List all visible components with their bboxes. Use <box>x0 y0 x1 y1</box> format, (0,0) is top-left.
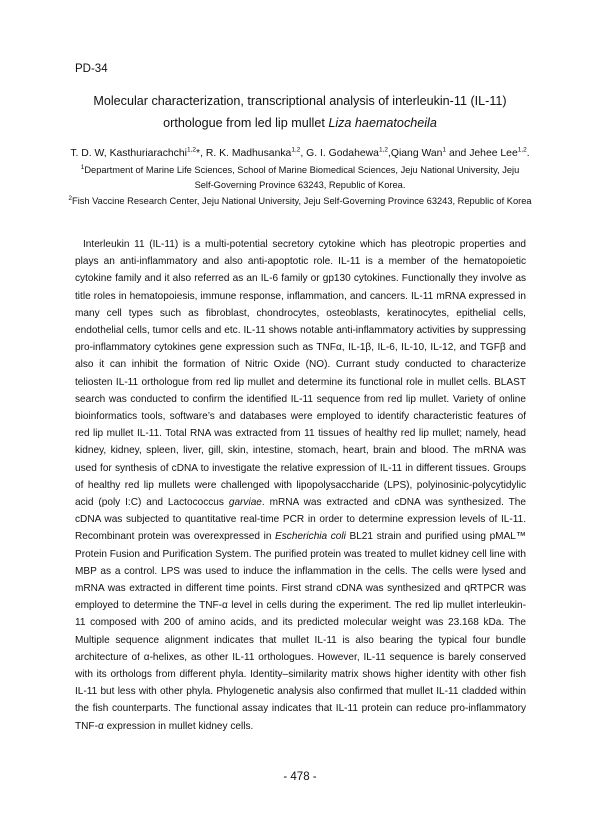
author-list <box>40 146 560 162</box>
affiliation-2-number: 2 <box>68 194 73 202</box>
title-line-1: Molecular characterization, transcriptional analysis of interleukin-11 (IL-11) <box>93 94 507 108</box>
affiliation-1-text: Department of Marine Life Sciences, School of Marine Biomedical Sciences, Jeju National University, Jeju Self-Governing Province 63243, Republic of Korea. <box>84 165 520 190</box>
abstract-species-ecoli: Escherichia coli <box>275 531 346 543</box>
abstract-text-1: Interleukin 11 (IL-11) is a multi-potential secretory cytokine which has pleotropic properties and plays an anti-inflammatory and also anti-apoptotic role. IL-11 is a member of the hematopoietic cytokine family and it also referred as an IL-6 family or gp130 cytokines. Functionally they involve as title roles in hematopoiesis, immune response, inflammation, and cancers. IL-11 mRNA expressed in many cell types such as fibroblast, chondrocytes, osteoblasts, keratinocytes, epithelial cells, endothelial cells, tumor cells and etc. IL-11 shows notable anti-inflammatory activities by suppressing pro-inflammatory cytokines gene expression such as TNFα, IL-1β, IL-6, IL-10, IL-12, and TGFβ and also it can inhibit the formation of Nitric Oxide (NO). Currant study conducted to characterize teliosten IL-11 orthologue from red lip mullet and determine its functional role in mullet cells. BLAST search was conducted to confirm the identified IL-11 sequence from red lip mullet. Variety of online bioinformatics tools, software’s and databases were employed to identify characteristic features of red lip mullet IL-11. Total RNA was extracted from 11 tissues of healthy red lip mullet; namely, head kidney, kidney, spleen, liver, gill, skin, intestine, stomach, heart, brain and blood. The mRNA was used for synthesis of cDNA to investigate the relative expression of IL-11 in different tissues. Groups of healthy red lip mullets were challenged with lipopolysaccharide (LPS), polyinosinic-polycytidylic acid (poly I:C) and Lactococcus <box>75 239 526 509</box>
abstract-code: PD-34 <box>75 63 108 75</box>
page-number: - 478 - <box>283 771 317 783</box>
author-3-affil: 1,2 <box>378 146 388 154</box>
affiliation-1 <box>70 163 530 193</box>
affiliation-2-text: Fish Vaccine Research Center, Jeju National University, Jeju Self-Governing Province 63243, Republic of Korea <box>72 196 532 206</box>
author-1-affil: 1,2 <box>186 146 197 154</box>
author-list-end: . <box>526 148 530 159</box>
author-5-affil: 1,2 <box>517 146 527 154</box>
title-line-2-text: orthologue from led lip mullet <box>163 116 329 130</box>
abstract-species-garviae: garviae <box>228 497 262 509</box>
title-species: Liza haematocheila <box>328 116 437 130</box>
paper-title <box>60 90 540 134</box>
abstract-text-3: BL21 strain and purified using pMAL™ Protein Fusion and Purification System. The purified protein was treated to mullet kidney cell line with MBP as a control. LPS was used to induce the inflammation in the cells. The cells were lysed and mRNA was extracted in different time points. First strand cDNA was synthesized and qRTPCR was employed to determine the TNF-α level in cells during the experiment. The red lip mullet interleukin-11 composed with 200 of amino acids, and its predicted molecular weight was 23.168 kDa. The Multiple sequence alignment indicates that mullet IL-11 is also bearing the typical four bundle architecture of α-helixes, as other IL-11 orthologues. However, IL-11 sequence is barely conserved with its orthologs from different phyla. Identity–similarity matrix shows higher identity with other fish IL-11 but less with other phyla. Phylogenetic analysis also confirmed that mullet IL-11 cladded within the fish counterparts. The functional assay indicates that IL-11 protein can reduce pro-inflammatory TNF-α expression in mullet kidney cells. <box>75 531 526 732</box>
author-2-affil: 1,2 <box>291 146 301 154</box>
abstract-text-2: . mRNA was extracted and cDNA was synthesized. The cDNA was subjected to quantitative real-time PCR in order to determine expression levels of IL-11. Recombinant protein was overexpressed in <box>75 497 526 543</box>
author-1: T. D. W, Kasthuriarachchi <box>70 148 187 159</box>
author-3: , G. I. Godahewa <box>300 148 379 159</box>
title-line-2 <box>60 112 540 134</box>
affiliation-2 <box>65 194 535 209</box>
author-5: and Jehee Lee <box>446 148 518 159</box>
abstract-body <box>75 236 526 735</box>
corresponding-mark: * <box>196 148 201 159</box>
affiliation-1-number: 1 <box>80 163 85 171</box>
author-4: ,Qiang Wan <box>387 148 443 159</box>
author-2: , R. K. Madhusanka <box>200 148 292 159</box>
author-4-affil: 1 <box>442 146 447 154</box>
